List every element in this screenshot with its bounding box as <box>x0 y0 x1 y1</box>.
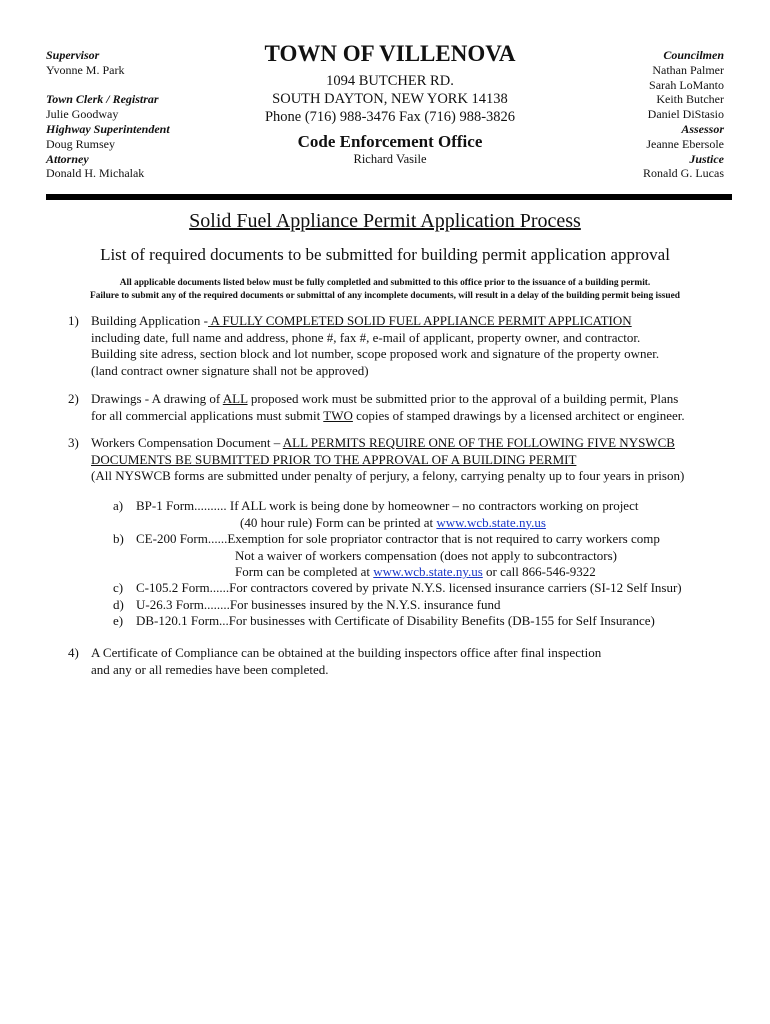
supervisor-name: Yvonne M. Park <box>46 62 125 77</box>
item-text: for all commercial applications must submit <box>91 407 324 423</box>
sub-item-line: or call 866-546-9322 <box>482 564 596 579</box>
sub-item-line: (40 hour rule) Form can be printed at <box>240 514 437 530</box>
document-subtitle: List of required documents to be submitted for building permit application approval <box>100 245 670 264</box>
item-number: 4) <box>68 645 79 660</box>
office-name: Code Enforcement Office <box>297 132 483 151</box>
document-title: Solid Fuel Appliance Permit Application Process <box>189 210 581 232</box>
item-line: (land contract owner signature shall not be approved) <box>91 362 369 378</box>
item-number: 1) <box>68 313 79 328</box>
item-text: proposed work must be submitted prior to the approval of a building permit, Plans <box>247 391 679 406</box>
sub-item-line: Not a waiver of workers compensation (does not apply to subcontractors) <box>235 547 617 563</box>
item-number: 3) <box>68 435 79 450</box>
councilman-name: Nathan Palmer <box>652 62 724 77</box>
item-text: copies of stamped drawings by a licensed architect or engineer. <box>352 407 685 423</box>
notice-line-1: All applicable documents listed below must be fully completled and submitted to this office prior to the issuance of a building permit. <box>119 278 651 288</box>
sub-item-line: CE-200 Form......Exemption for sole propriator contractor that is not required to carry workers comp <box>136 531 660 546</box>
item-text: Drawings - A drawing of <box>91 391 223 406</box>
sub-item-line: C-105.2 Form......For contractors covered by private N.Y.S. licensed insurance carriers (SI-12 Self Insur) <box>136 580 682 595</box>
clerk-name: Julie Goodway <box>46 107 119 122</box>
attorney-role: Attorney <box>46 151 89 166</box>
councilman-name: Daniel DiStasio <box>647 107 724 122</box>
item-lead-underlined: DOCUMENTS BE SUBMITTED PRIOR TO THE APPROVAL OF A BUILDING PERMIT <box>91 451 577 467</box>
sub-item-line: BP-1 Form.......... If ALL work is being done by homeowner – no contractors working on project <box>136 498 639 513</box>
supervisor-role: Supervisor <box>46 48 100 62</box>
item-line: including date, full name and address, phone #, fax #, e-mail of applicant, property owner, and contractor. <box>91 329 641 345</box>
justice-role: Justice <box>689 151 724 166</box>
submission-notice <box>40 277 730 303</box>
item-line: (All NYSWCB forms are submitted under penalty of perjury, a felony, carrying penalty up to four years in prison) <box>91 468 685 483</box>
attorney-name: Donald H. Michalak <box>46 166 145 181</box>
sub-item-letter: c) <box>113 580 124 595</box>
highway-role: Highway Superintendent <box>46 121 170 136</box>
phone-fax: Phone (716) 988-3476 Fax (716) 988-3826 <box>264 109 516 125</box>
header-left-officials <box>46 48 170 181</box>
councilman-name: Sarah LoManto <box>649 77 724 92</box>
assessor-role: Assessor <box>681 121 724 136</box>
sub-item-letter: b) <box>113 531 124 546</box>
header-right-officials <box>643 48 724 181</box>
item-line: and any or all remedies have been completed. <box>91 661 329 677</box>
item-emphasis: ALL <box>222 391 248 406</box>
item-lead: Building Application - <box>91 313 208 328</box>
sub-item-line: DB-120.1 Form...For businesses with Certificate of Disability Benefits (DB-155 for Self Insurance) <box>136 613 655 628</box>
sub-item-line: Form can be completed at <box>235 564 374 579</box>
address-line-2: SOUTH DAYTON, NEW YORK 14138 <box>272 91 508 107</box>
councilmen-role: Councilmen <box>663 48 724 62</box>
assessor-name: Jeanne Ebersole <box>646 136 724 151</box>
address-line-1: 1094 BUTCHER RD. <box>326 73 454 89</box>
sub-item-letter: d) <box>113 596 124 612</box>
item-emphasis: TWO <box>323 407 353 423</box>
item-line: Building site adress, section block and lot number, scope proposed work and signature of the property owner. <box>91 346 660 361</box>
justice-name: Ronald G. Lucas <box>643 166 724 181</box>
item-number: 2) <box>68 391 79 406</box>
office-officer: Richard Vasile <box>353 152 427 166</box>
item-lead: Workers Compensation Document – <box>91 435 283 450</box>
requirements-list <box>68 313 748 693</box>
highway-name: Doug Rumsey <box>46 136 115 151</box>
item-lead-underlined: A FULLY COMPLETED SOLID FUEL APPLIANCE PERMIT APPLICATION <box>208 313 632 328</box>
notice-line-2: Failure to submit any of the required documents or submittal of any incomplete documents, will result in a delay of the building permit being issued <box>89 291 681 301</box>
sub-item-line: U-26.3 Form........For businesses insured by the N.Y.S. insurance fund <box>136 596 501 612</box>
header-center <box>230 40 550 167</box>
councilman-name: Keith Butcher <box>656 92 724 107</box>
sub-item-letter: e) <box>113 613 124 628</box>
sub-item-letter: a) <box>113 498 124 513</box>
town-title: TOWN OF VILLENOVA <box>264 41 516 66</box>
header-divider <box>46 194 732 200</box>
item-lead-underlined: ALL PERMITS REQUIRE ONE OF THE FOLLOWING FIVE NYSWCB <box>282 435 675 450</box>
wcb-website-link[interactable]: www.wcb.state.ny.us <box>436 514 546 530</box>
wcb-website-link[interactable]: www.wcb.state.ny.us <box>373 564 483 579</box>
item-line: A Certificate of Compliance can be obtained at the building inspectors office after final inspection <box>91 645 602 660</box>
clerk-role: Town Clerk / Registrar <box>46 92 159 107</box>
